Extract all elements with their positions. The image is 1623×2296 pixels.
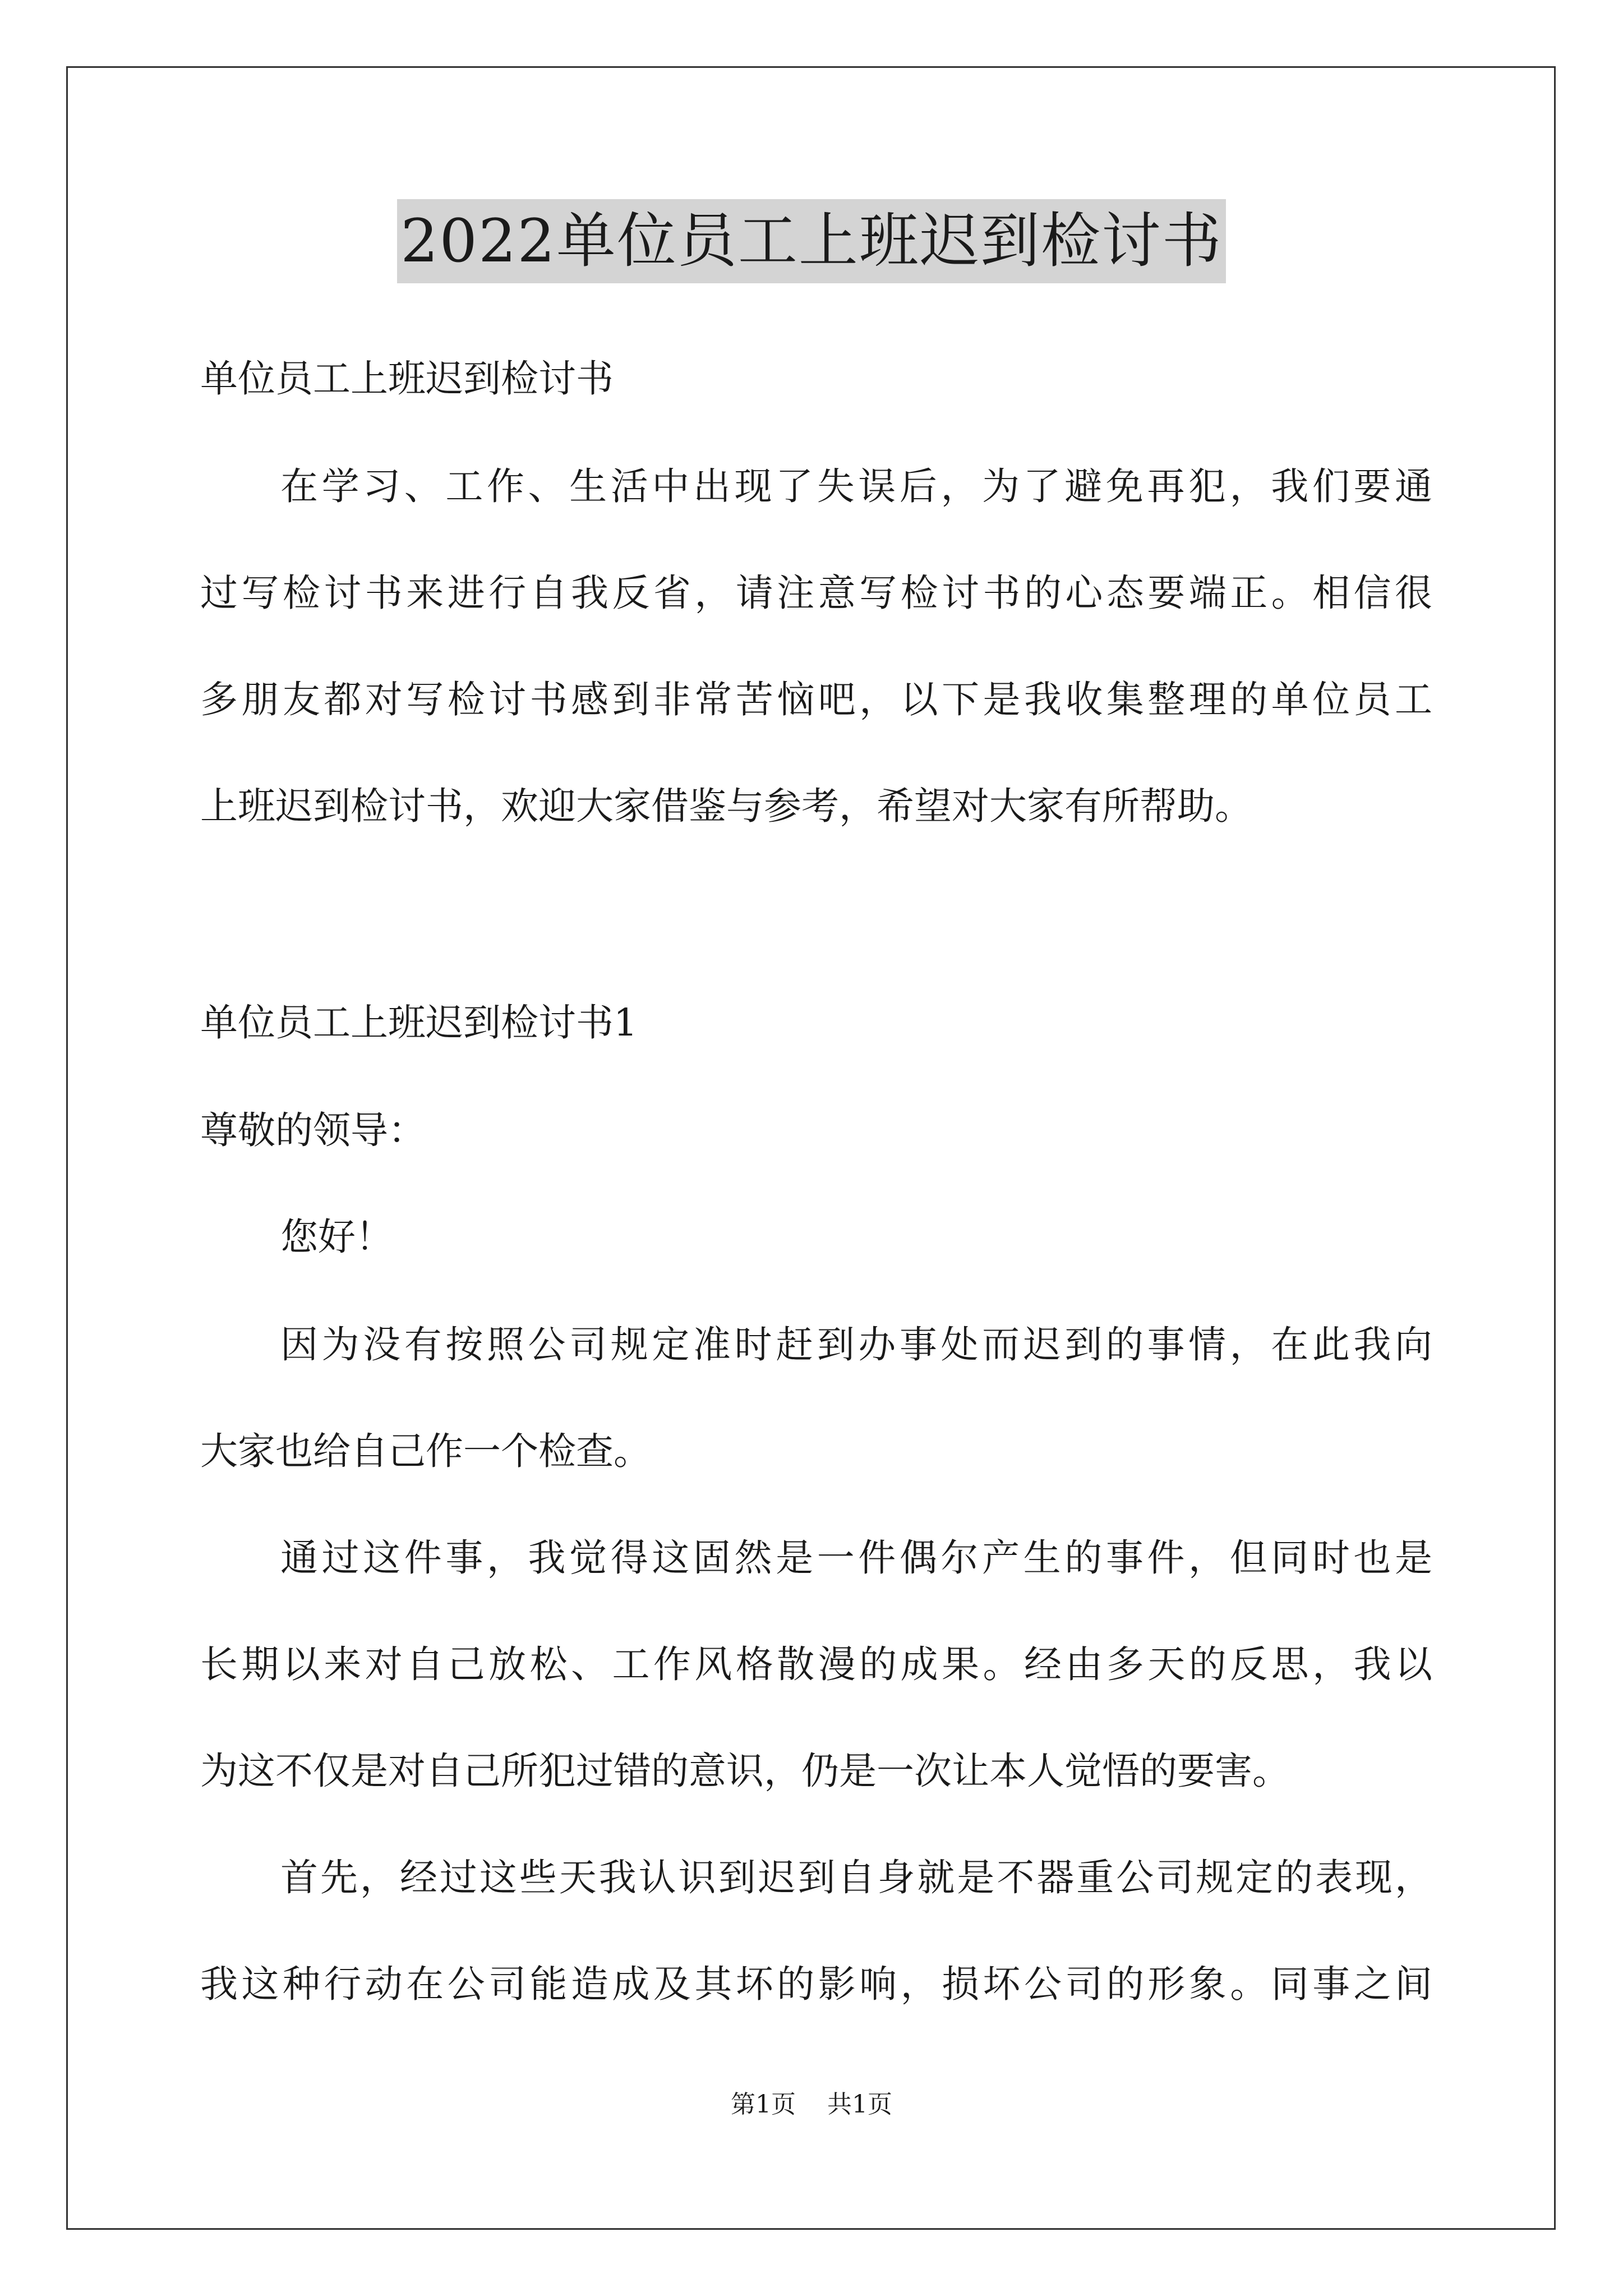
paragraph-line: 大家也给自己作一个检查。 [200,1429,651,1473]
salutation: 尊敬的领导： [200,1108,426,1152]
paragraph-line: 长期以来对自己放松、工作风格散漫的成果。经由多天的反思，我以 [200,1642,1432,1686]
page-number: 第1页 [731,2090,796,2119]
page-total: 共1页 [827,2090,892,2119]
paragraph-line: 因为没有按照公司规定准时赶到办事处而迟到的事情，在此我向 [280,1323,1432,1366]
paragraph-line: 首先，经过这些天我认识到迟到自身就是不器重公司规定的表现， [280,1856,1432,1899]
subtitle: 单位员工上班迟到检讨书 [200,357,614,401]
page-footer [0,2088,1623,2122]
paragraph-line: 通过这件事，我觉得这固然是一件偶尔产生的事件，但同时也是 [280,1536,1432,1580]
greeting: 您好！ [280,1215,393,1259]
paragraph-line: 过写检讨书来进行自我反省，请注意写检讨书的心态要端正。相信很 [200,571,1432,615]
paragraph-line: 上班迟到检讨书，欢迎大家借鉴与参考，希望对大家有所帮助。 [200,784,1252,828]
paragraph-line: 在学习、工作、生活中出现了失误后，为了避免再犯，我们要通 [280,464,1432,508]
title-container [0,199,1623,283]
paragraph-line: 多朋友都对写检讨书感到非常苦恼吧，以下是我收集整理的单位员工 [200,678,1432,721]
paragraph-line: 我这种行动在公司能造成及其坏的影响，损坏公司的形象。同事之间 [200,1962,1432,2006]
document-title: 2022单位员工上班迟到检讨书 [397,199,1226,283]
paragraph-line: 为这不仅是对自己所犯过错的意识，仍是一次让本人觉悟的要害。 [200,1749,1290,1793]
section-heading: 单位员工上班迟到检讨书1 [200,1001,638,1045]
